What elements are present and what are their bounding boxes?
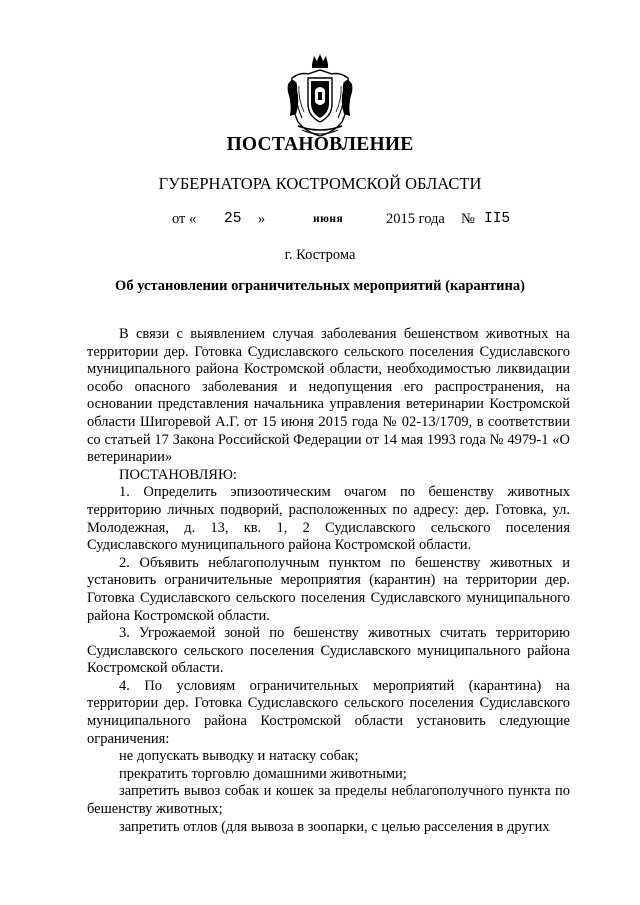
date-year: 2015 года	[386, 211, 445, 227]
clause-2: 2. Объявить неблагополучным пунктом по бешенству животных и установить ограничительные мероприятия (карантин) на территории дер. Готовка Судиславского сельского поселения Судиславского муниципального района Костромской области.	[87, 554, 570, 624]
document-heading: Об установлении ограничительных мероприятий (карантина)	[115, 278, 525, 294]
restriction-item: прекратить торговлю домашними животными;	[119, 765, 407, 782]
clause-1: 1. Определить эпизоотическим очагом по бешенству животных территорию личных подворий, расположенных по адресу: дер. Готовка, ул. Молодежная, д. 13, кв. 1, 2 Судиславского сельского поселения Судиславского муниципального района Костромской области.	[87, 484, 570, 554]
date-line	[0, 211, 640, 231]
clause-4: 4. По условиям ограничительных мероприятий (карантина) на территории дер. Готовка Судиславского сельского поселения Судиславского муниципального района Костромской области установить следующие ограничения:	[87, 677, 570, 747]
city-line: г. Кострома	[284, 247, 356, 263]
restriction-item: запретить отлов (для вывоза в зоопарки, с целью расселения в других	[119, 818, 550, 835]
preamble-paragraph: В связи с выявлением случая заболевания бешенством животных на территории дер. Готовка Судиславского сельского поселения Судиславского муниципального района Костромской области, необходимостью ликвидации особо опасного заболевания и недопущения его распространения, на основании представления начальника управления ветеринарии Костромской области Шигоревой А.Г. от 15 июня 2015 года № 02-13/1709, в соответствии со статьей 17 Закона Российской Федерации от 14 мая 1993 года № 4979-1 «О ветеринарии»	[87, 326, 570, 466]
document-issuer: ГУБЕРНАТОРА КОСТРОМСКОЙ ОБЛАСТИ	[158, 174, 482, 193]
coat-of-arms-emblem	[284, 52, 356, 138]
document-title: ПОСТАНОВЛЕНИЕ	[226, 134, 414, 155]
document-number: II5	[484, 211, 511, 227]
date-close-quote: »	[258, 211, 266, 227]
document-body	[87, 326, 570, 836]
date-month: июня	[313, 213, 344, 225]
restriction-item: не допускать выводку и натаску собак;	[119, 748, 359, 765]
date-from: от «	[172, 211, 197, 227]
date-day: 25	[224, 211, 242, 227]
number-sign: №	[461, 211, 475, 227]
restriction-item: запретить вывоз собак и кошек за пределы неблагополучного пункта по бешенству животных;	[87, 783, 570, 818]
clause-3: 3. Угрожаемой зоной по бешенству животных считать территорию Судиславского сельского поселения Судиславского муниципального района Костромской области.	[87, 625, 570, 677]
resolution-word: ПОСТАНОВЛЯЮ:	[119, 466, 237, 483]
